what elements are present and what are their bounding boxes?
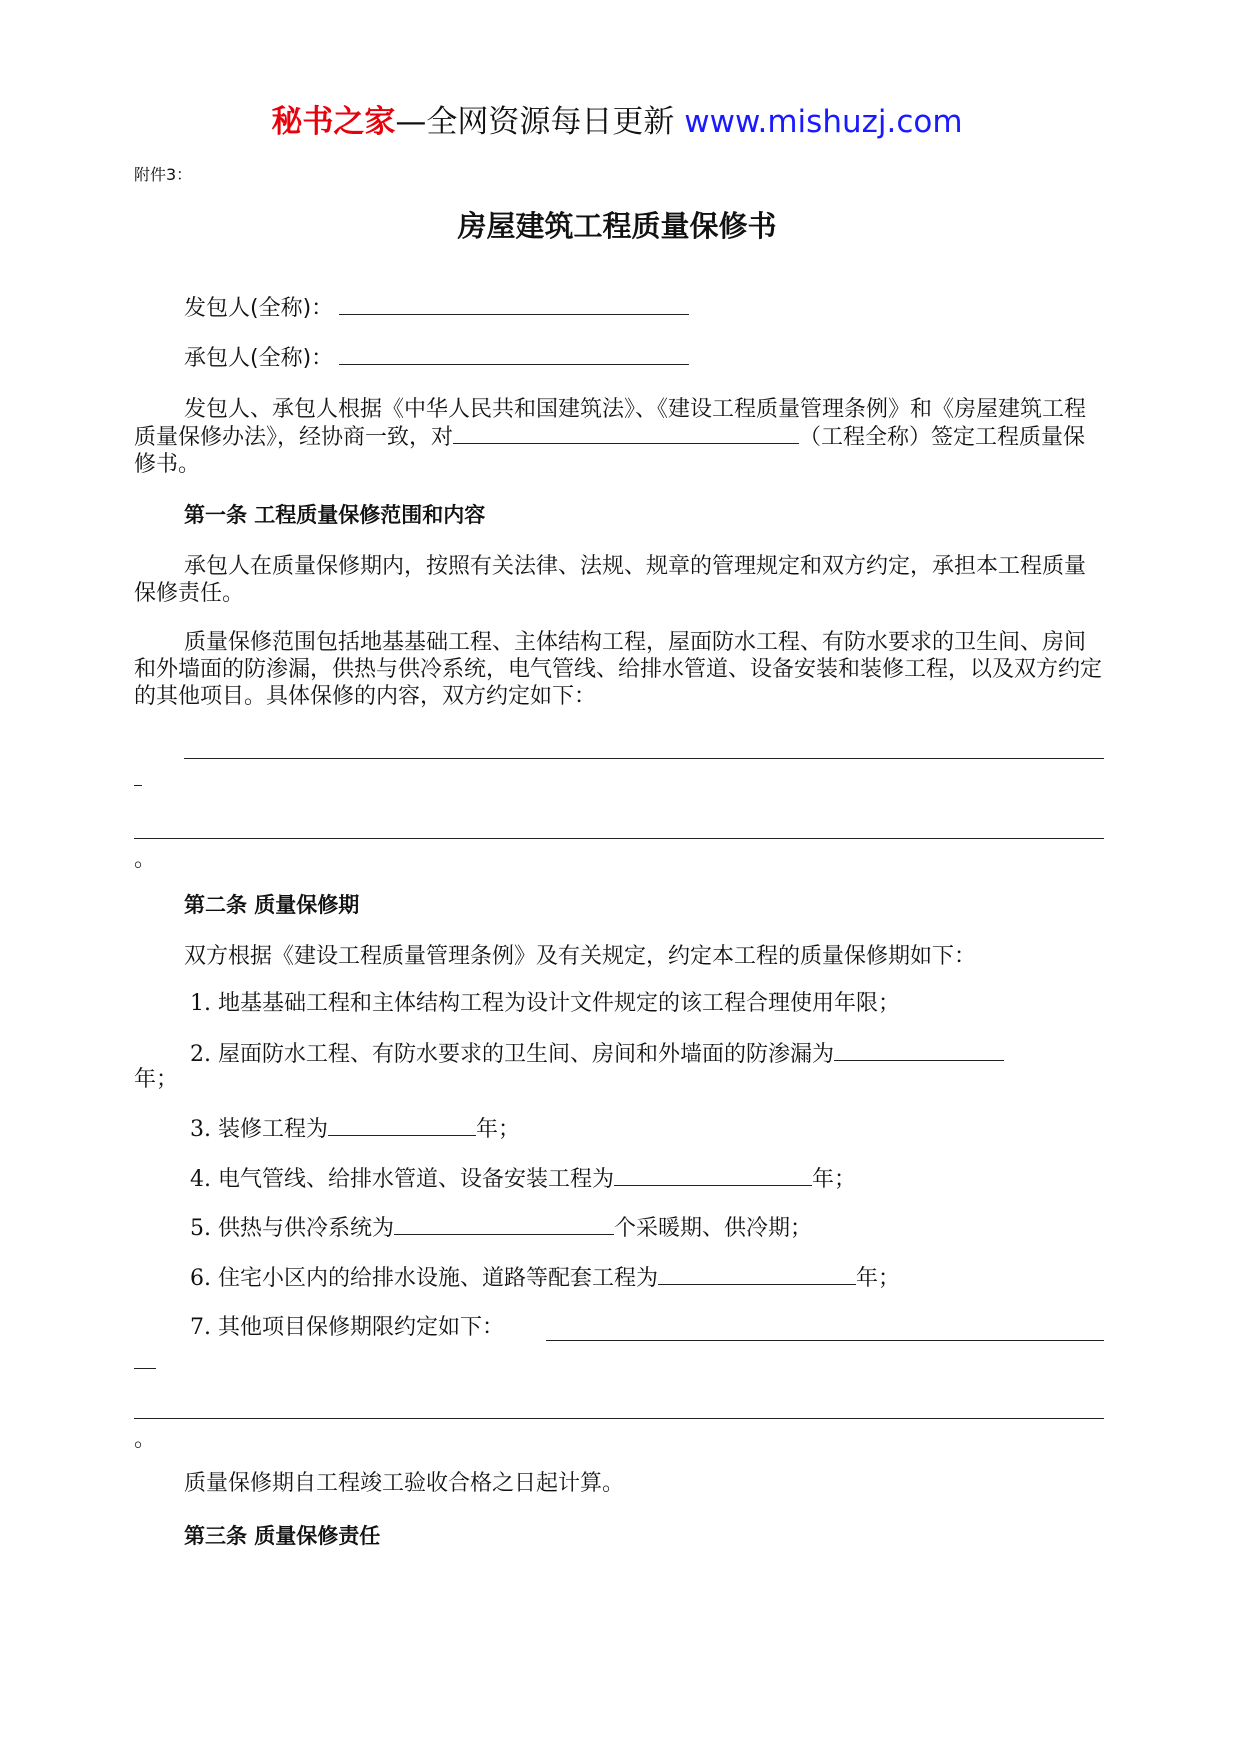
item-suffix: 年； — [812, 1167, 857, 1192]
item-text: 地基基础工程和主体结构工程为设计文件规定的该工程合理使用年限； — [218, 991, 901, 1016]
item-text: 屋面防水工程、有防水要求的卫生间、房间和外墙面的防渗漏为 — [218, 1042, 835, 1067]
banner-brand: 秘书之家 — [271, 104, 396, 140]
article1-heading: 第一条 工程质量保修范围和内容 — [184, 503, 486, 527]
attachment-label: 附件3： — [134, 165, 193, 184]
item-text: 住宅小区内的给排水设施、道路等配套工程为 — [218, 1266, 659, 1291]
item-number: 6. — [190, 1266, 211, 1291]
item-number: 4. — [190, 1167, 211, 1192]
employer-blank[interactable] — [339, 292, 689, 315]
intro-text-2: （工程全称）签定工程质量保修书。 — [134, 425, 1086, 477]
document-title: 房屋建筑工程质量保修书 — [457, 209, 777, 243]
item-number: 2. — [190, 1042, 211, 1067]
article1-fill-line-2[interactable] — [134, 838, 1104, 839]
item-text: 电气管线、给排水管道、设备安装工程为 — [218, 1167, 615, 1192]
item-text: 装修工程为 — [218, 1117, 329, 1142]
period-start-note: 质量保修期自工程竣工验收合格之日起计算。 — [184, 1471, 625, 1496]
banner-slogan: —全网资源每日更新 — [395, 104, 685, 140]
item-number: 5. — [190, 1216, 211, 1241]
electrical-period-blank[interactable] — [614, 1165, 812, 1186]
article1-para1: 承包人在质量保修期内，按照有关法律、法规、规章的管理规定和双方约定，承担本工程质量保修责任。 — [134, 554, 1087, 606]
article1-fill-line-1-tail — [134, 785, 142, 786]
site-banner — [0, 100, 1234, 144]
period-item-4 — [190, 1165, 1104, 1193]
item-suffix: 年； — [476, 1117, 521, 1142]
facilities-period-blank[interactable] — [658, 1264, 856, 1285]
period-item-2-tail: 年； — [134, 1067, 179, 1092]
other-period-blank[interactable] — [546, 1340, 1104, 1341]
period-item-2 — [190, 1040, 1104, 1068]
other-period-blank-tail — [134, 1368, 156, 1369]
article1-end-mark: 。 — [134, 847, 157, 872]
item-number: 1. — [190, 991, 211, 1016]
item-number: 7. — [190, 1315, 211, 1340]
waterproof-period-blank[interactable] — [834, 1040, 1004, 1061]
article2-end-mark: 。 — [134, 1427, 157, 1452]
period-item-1 — [190, 990, 1104, 1017]
decoration-period-blank[interactable] — [328, 1115, 476, 1136]
article1-para2: 质量保修范围包括地基基础工程、主体结构工程，屋面防水工程、有防水要求的卫生间、房间和外墙面的防渗漏，供热与供冷系统，电气管线、给排水管道、设备安装和装修工程，以及双方约定的其他项目。具体保修的内容，双方约定如下： — [134, 630, 1103, 709]
hvac-period-blank[interactable] — [394, 1214, 614, 1235]
item-suffix: 个采暖期、供冷期； — [614, 1216, 813, 1241]
employer-line — [184, 292, 689, 325]
item-suffix: 年； — [856, 1266, 901, 1291]
contractor-blank[interactable] — [339, 342, 689, 365]
intro-paragraph — [134, 396, 1104, 478]
article1-fill-line-1[interactable] — [184, 758, 1104, 759]
period-item-5 — [190, 1214, 1104, 1242]
intro-text-1: 发包人、承包人根据《中华人民共和国建筑法》、《建设工程质量管理条例》和《房屋建筑工程质量保修办法》，经协商一致，对 — [134, 397, 1087, 450]
contractor-line — [184, 342, 689, 375]
item-text: 供热与供冷系统为 — [218, 1216, 395, 1241]
item-number: 3. — [190, 1117, 211, 1142]
period-item-6 — [190, 1264, 1104, 1292]
banner-url[interactable]: www.mishuzj.com — [684, 104, 963, 140]
contractor-label: 承包人(全称)： — [184, 346, 334, 371]
employer-label: 发包人(全称)： — [184, 296, 334, 321]
project-name-blank[interactable] — [453, 423, 799, 444]
period-item-3 — [190, 1115, 1104, 1143]
item-text: 其他项目保修期限约定如下： — [218, 1315, 505, 1340]
article2-heading: 第二条 质量保修期 — [184, 893, 360, 917]
period-item-7 — [190, 1314, 1104, 1341]
article3-heading: 第三条 质量保修责任 — [184, 1524, 381, 1548]
other-period-fill-line[interactable] — [134, 1418, 1104, 1419]
article2-intro: 双方根据《建设工程质量管理条例》及有关规定，约定本工程的质量保修期如下： — [184, 944, 977, 969]
